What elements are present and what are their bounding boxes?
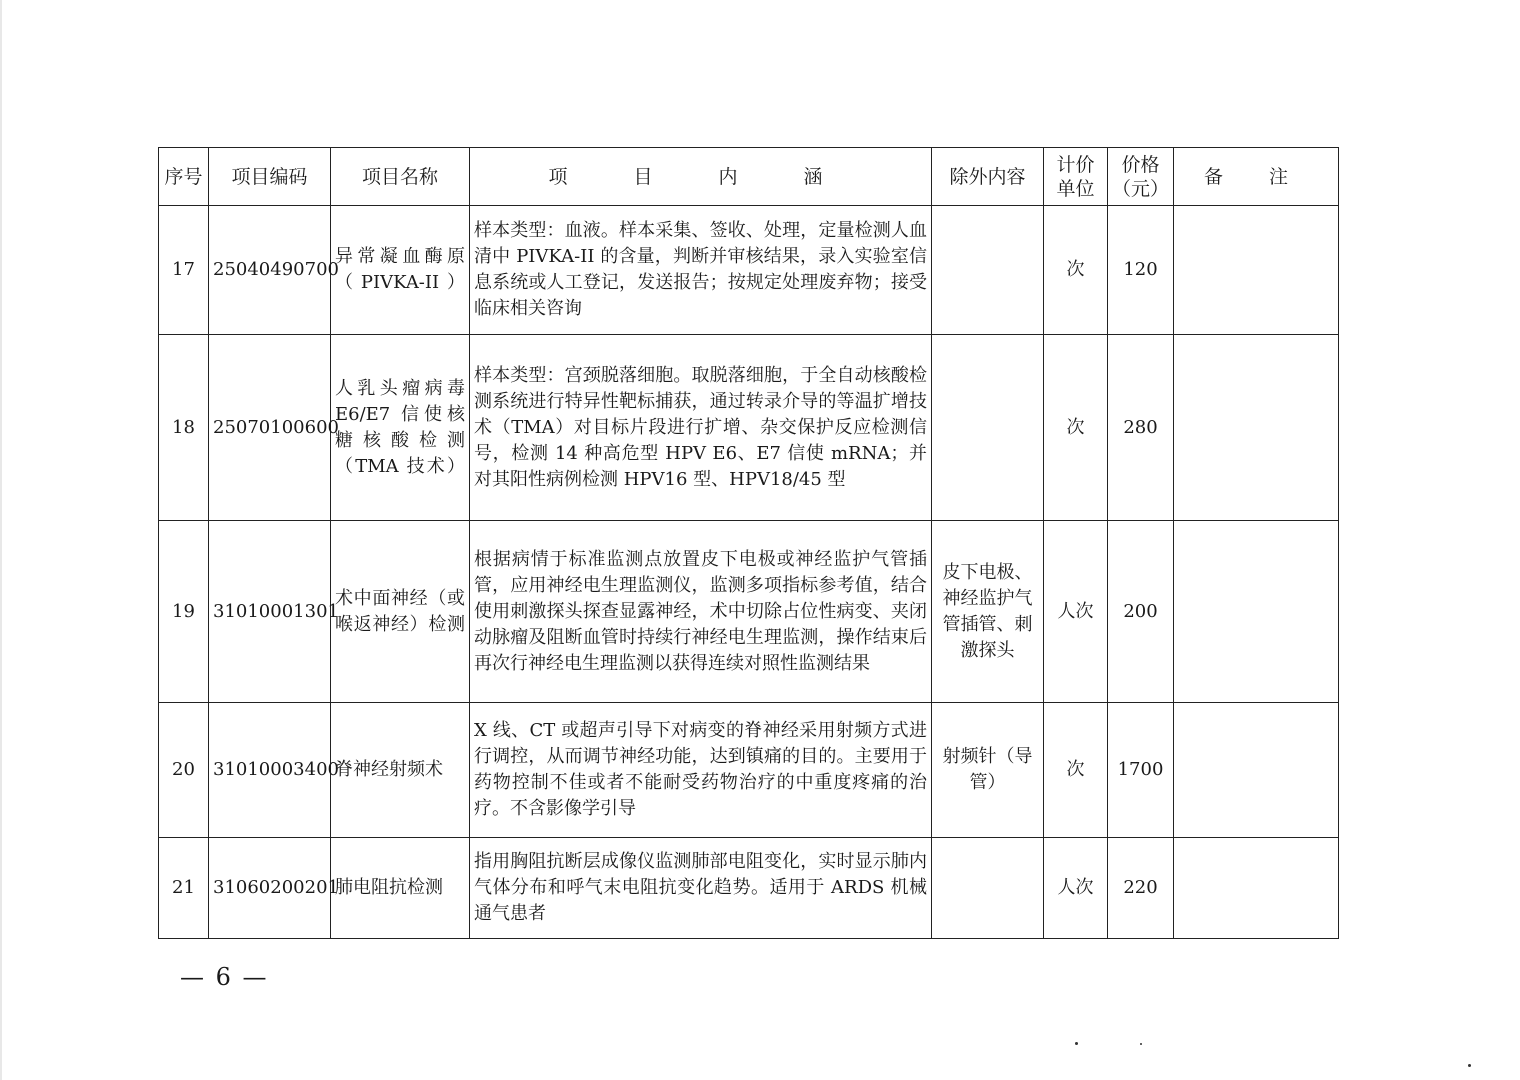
- row-content: 根据病情于标准监测点放置皮下电极或神经监护气管插管，应用神经电生理监测仪，监测多项指标参考值，结合使用刺激探头探查显露神经，术中切除占位性病变、夹闭动脉瘤及阻断血管时持续行神经电生理监测，操作结束后再次行神经电生理监测以获得连续对照性监测结果: [470, 521, 932, 703]
- row-seq: 21: [159, 838, 209, 939]
- row-price: 1700: [1108, 703, 1174, 838]
- row-seq: 18: [159, 335, 209, 521]
- header-name: 项目名称: [331, 148, 470, 206]
- row-price: 120: [1108, 206, 1174, 335]
- row-code: 31010003400: [209, 703, 331, 838]
- page-number: — 6 —: [180, 963, 269, 991]
- header-unit: 计价单位: [1044, 148, 1108, 206]
- row-seq: 19: [159, 521, 209, 703]
- row-code: 25040490700: [209, 206, 331, 335]
- row-note: [1174, 206, 1339, 335]
- header-note: [1174, 148, 1339, 206]
- row-note: [1174, 703, 1339, 838]
- header-price: 价格（元）: [1108, 148, 1174, 206]
- row-content: 样本类型：宫颈脱落细胞。取脱落细胞，于全自动核酸检测系统进行特异性靶标捕获，通过转录介导的等温扩增技术（TMA）对目标片段进行扩增、杂交保护反应检测信号，检测 14 种高危型 HPV E6、E7 信使 mRNA；并对其阳性病例检测 HPV16 型、HPV18/45 型: [470, 335, 932, 521]
- row-exclusion: [932, 206, 1044, 335]
- row-price: 280: [1108, 335, 1174, 521]
- row-note: [1174, 838, 1339, 939]
- price-table: [158, 147, 1339, 939]
- row-unit: 次: [1044, 703, 1108, 838]
- row-content: 样本类型：血液。样本采集、签收、处理，定量检测人血清中 PIVKA-II 的含量，判断并审核结果，录入实验室信息系统或人工登记，发送报告；按规定处理废弃物；接受临床相关咨询: [470, 206, 932, 335]
- row-name: 异常凝血酶原（PIVKA-II）: [331, 206, 470, 335]
- header-seq: 序号: [159, 148, 209, 206]
- header-exclusion: 除外内容: [932, 148, 1044, 206]
- header-code: 项目编码: [209, 148, 331, 206]
- header-content-label: 项 目 内 涵: [548, 165, 853, 188]
- row-unit: 人次: [1044, 521, 1108, 703]
- table-row: [159, 521, 1339, 703]
- row-unit: 次: [1044, 206, 1108, 335]
- row-note: [1174, 521, 1339, 703]
- scan-speck: [1468, 1064, 1471, 1067]
- row-code: 31010001301: [209, 521, 331, 703]
- table-row: [159, 838, 1339, 939]
- row-exclusion: [932, 335, 1044, 521]
- header-note-label: 备 注: [1203, 165, 1309, 188]
- row-exclusion: 皮下电极、神经监护气管插管、刺激探头: [932, 521, 1044, 703]
- row-seq: 17: [159, 206, 209, 335]
- row-name: 脊神经射频术: [331, 703, 470, 838]
- row-name: 人乳头瘤病毒 E6/E7 信使核糖核酸检测（TMA 技术）: [331, 335, 470, 521]
- row-unit: 人次: [1044, 838, 1108, 939]
- row-price: 220: [1108, 838, 1174, 939]
- row-content: 指用胸阻抗断层成像仪监测肺部电阻变化，实时显示肺内气体分布和呼气末电阻抗变化趋势。适用于 ARDS 机械通气患者: [470, 838, 932, 939]
- scan-speck: [1140, 1043, 1142, 1045]
- table-row: [159, 703, 1339, 838]
- row-name: 术中面神经（或喉返神经）检测: [331, 521, 470, 703]
- table-row: [159, 206, 1339, 335]
- row-code: 31060200201: [209, 838, 331, 939]
- table-row: [159, 335, 1339, 521]
- row-content: X 线、CT 或超声引导下对病变的脊神经采用射频方式进行调控，从而调节神经功能，达到镇痛的目的。主要用于药物控制不佳或者不能耐受药物治疗的中重度疼痛的治疗。不含影像学引导: [470, 703, 932, 838]
- row-note: [1174, 335, 1339, 521]
- header-content: [470, 148, 932, 206]
- row-exclusion: [932, 838, 1044, 939]
- row-code: 25070100600: [209, 335, 331, 521]
- row-exclusion: 射频针（导管）: [932, 703, 1044, 838]
- header-row: [159, 148, 1339, 206]
- row-unit: 次: [1044, 335, 1108, 521]
- row-seq: 20: [159, 703, 209, 838]
- row-name: 肺电阻抗检测: [331, 838, 470, 939]
- scan-speck: [1075, 1042, 1078, 1045]
- row-price: 200: [1108, 521, 1174, 703]
